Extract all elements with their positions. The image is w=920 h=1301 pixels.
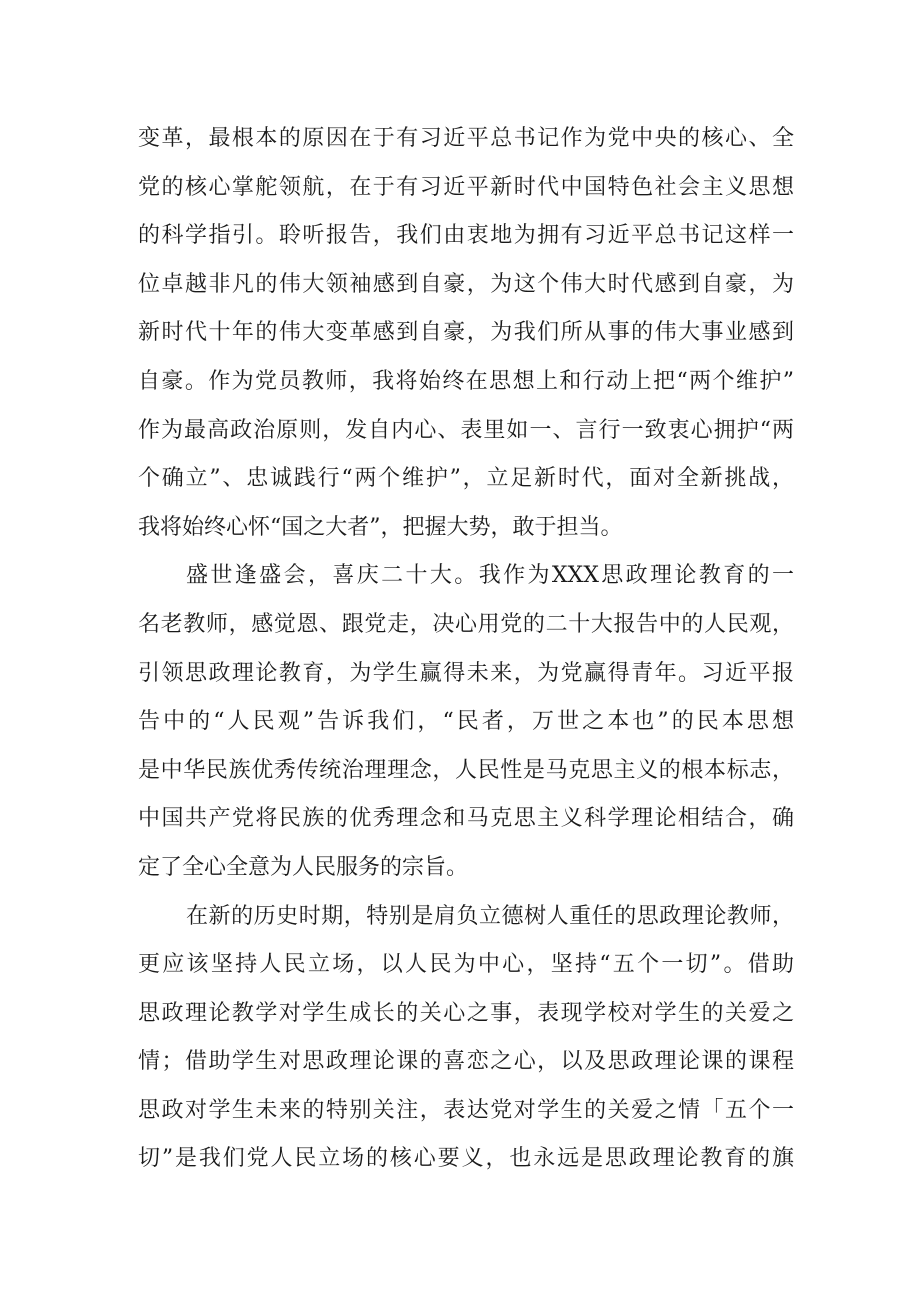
document-body (138, 115, 794, 1184)
text-line: 党的核心掌舵领航，在于有习近平新时代中国特色社会主义思想 (138, 174, 794, 200)
text-line: 的科学指引。聆听报告，我们由衷地为拥有习近平总书记这样一 (138, 223, 794, 249)
text-line: 我将始终心怀“国之大者”，把握大势，敢于担当。 (138, 514, 623, 540)
text-line: 新时代十年的伟大变革感到自豪，为我们所从事的伟大事业感到 (138, 320, 794, 346)
text-line: 个确立”、忠诚践行“两个维护”，立足新时代，面对全新挑战， (138, 466, 794, 492)
text-line: 盛世逢盛会，喜庆二十大。我作为XXX思政理论教育的一 (186, 563, 794, 589)
text-line: 是中华民族优秀传统治理理念，人民性是马克思主义的根本标志， (138, 757, 794, 783)
text-line: 定了全心全意为人民服务的宗旨。 (138, 854, 469, 880)
text-line: 变革，最根本的原因在于有习近平总书记作为党中央的核心、全 (138, 126, 794, 151)
text-line: 思政对学生未来的特别关注，表达党对学生的关爱之情「五个一 (138, 1097, 794, 1123)
text-line: 告中的“人民观”告诉我们，“民者，万世之本也”的民本思想 (138, 709, 794, 735)
text-line: 位卓越非凡的伟大领袖感到自豪，为这个伟大时代感到自豪，为 (138, 271, 794, 297)
text-line: 思政理论教学对学生成长的关心之事，表现学校对学生的关爱之 (138, 1000, 794, 1026)
paragraph-1 (138, 115, 794, 552)
text-line: 中国共产党将民族的优秀理念和马克思主义科学理论相结合，确 (138, 806, 794, 832)
text-line: 引领思政理论教育，为学生赢得未来，为党赢得青年。习近平报 (138, 660, 794, 686)
text-line: 名老教师，感觉恩、跟党走，决心用党的二十大报告中的人民观， (138, 611, 794, 637)
text-line: 情；借助学生对思政理论课的喜恋之心，以及思政理论课的课程 (138, 1049, 794, 1075)
text-line: 在新的历史时期，特别是肩负立德树人重任的思政理论教师， (186, 903, 794, 929)
text-line: 作为最高政治原则，发自内心、表里如一、言行一致衷心拥护“两 (138, 417, 794, 443)
text-line: 更应该坚持人民立场，以人民为中心，坚持“五个一切”。借助 (138, 952, 794, 978)
paragraph-3 (138, 893, 794, 1185)
paragraph-2 (138, 552, 794, 892)
text-line: 切”是我们党人民立场的核心要义，也永远是思政理论教育的旗 (138, 1146, 794, 1172)
text-line: 自豪。作为党员教师，我将始终在思想上和行动上把“两个维护” (138, 368, 794, 394)
